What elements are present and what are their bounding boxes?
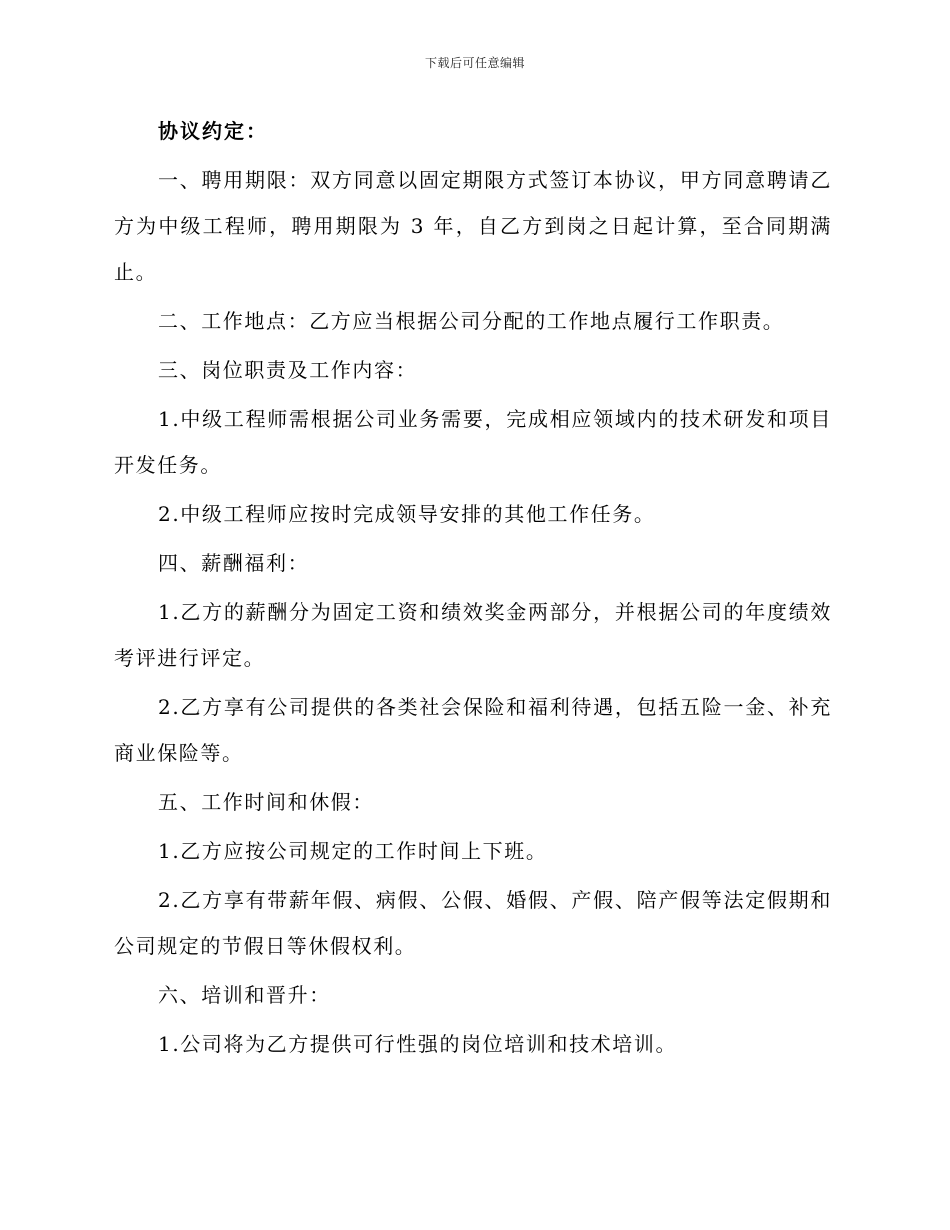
clause-hours-heading: 五、工作时间和休假： <box>158 790 374 814</box>
clause-work-location: 二、工作地点：乙方应当根据公司分配的工作地点履行工作职责。 <box>158 309 785 333</box>
clause-training-heading: 六、培训和晋升： <box>158 983 331 1007</box>
clause-compensation-item-2: 2.乙方享有公司提供的各类社会保险和福利待遇，包括五险一金、补充商业保险等。 <box>114 695 832 765</box>
page-header: 下载后可任意编辑 <box>424 56 525 70</box>
clause-duties-item-2: 2.中级工程师应按时完成领导安排的其他工作任务。 <box>158 502 656 526</box>
clause-compensation-item-1: 1.乙方的薪酬分为固定工资和绩效奖金两部分，并根据公司的年度绩效考评进行评定。 <box>114 600 832 670</box>
clause-employment-term: 一、聘用期限：双方同意以固定期限方式签订本协议，甲方同意聘请乙方为中级工程师，聘用期限为 3 年，自乙方到岗之日起计算，至合同期满止。 <box>114 168 832 284</box>
clause-training-item-1: 1.公司将为乙方提供可行性强的岗位培训和技术培训。 <box>158 1032 678 1056</box>
section-title: 协议约定： <box>158 119 268 143</box>
document-body <box>114 108 832 1070</box>
clause-hours-item-1: 1.乙方应按公司规定的工作时间上下班。 <box>158 839 548 863</box>
clause-hours-item-2: 2.乙方享有带薪年假、病假、公假、婚假、产假、陪产假等法定假期和公司规定的节假日等休假权利。 <box>114 888 832 958</box>
clause-duties-item-1: 1.中级工程师需根据公司业务需要，完成相应领域内的技术研发和项目开发任务。 <box>114 407 832 477</box>
clause-compensation-heading: 四、薪酬福利： <box>158 551 310 575</box>
clause-duties-heading: 三、岗位职责及工作内容： <box>158 358 418 382</box>
